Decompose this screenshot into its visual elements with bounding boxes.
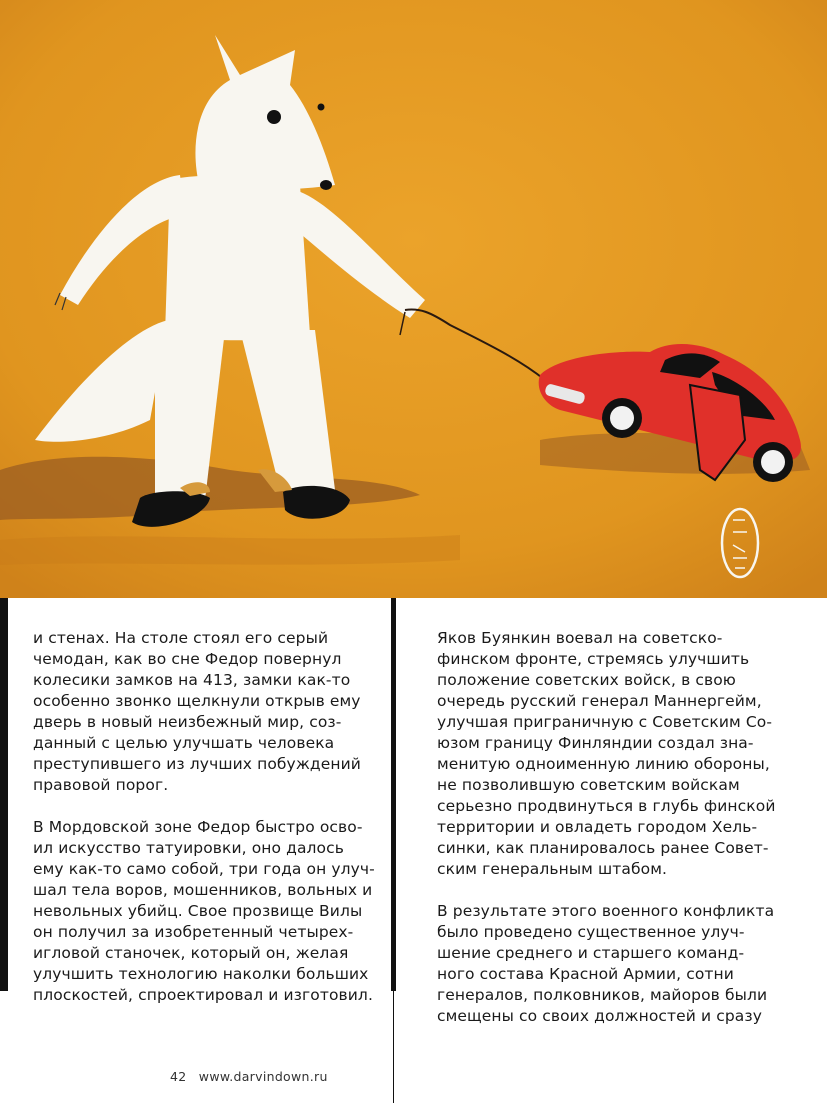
column-divider-thin xyxy=(393,991,394,1103)
right-column xyxy=(437,628,787,1027)
text-line: колесики замков на 413, замки как-то xyxy=(33,671,351,689)
text-line: серьезно продвинуться в глубь финской xyxy=(437,797,776,815)
text-line: плоскостей, спроектировал и изготовил. xyxy=(33,986,373,1004)
text-line: очередь русский генерал Маннергейм, xyxy=(437,692,762,710)
text-line: чемодан, как во сне Федор повернул xyxy=(33,650,342,668)
paragraph xyxy=(437,628,787,880)
left-column xyxy=(33,628,383,1006)
text-line: ему как-то само собой, три года он улуч- xyxy=(33,860,375,878)
fox-eye-left xyxy=(267,110,281,124)
text-line: ного состава Красной Армии, сотни xyxy=(437,965,734,983)
page-number: 42 xyxy=(170,1069,187,1084)
text-line: территории и овладеть городом Хель- xyxy=(437,818,758,836)
text-line: ским генеральным штабом. xyxy=(437,860,668,878)
text-line: улучшая приграничную с Советским Со- xyxy=(437,713,773,731)
text-line: шал тела воров, мошенников, вольных и xyxy=(33,881,373,899)
paragraph xyxy=(33,817,383,1006)
text-line: улучшить технологию наколки больших xyxy=(33,965,369,983)
text-line: менитую одноименную линию обороны, xyxy=(437,755,770,773)
text-line: смещены со своих должностей и сразу xyxy=(437,1007,762,1025)
text-line: синки, как планировалось ранее Совет- xyxy=(437,839,769,857)
text-line: финском фронте, стремясь улучшить xyxy=(437,650,750,668)
fox-body xyxy=(165,175,310,340)
text-line: игловой станочек, который он, желая xyxy=(33,944,349,962)
paragraph xyxy=(437,901,787,1027)
text-line: Яков Буянкин воевал на советско- xyxy=(437,629,723,647)
text-line: генералов, полковников, майоров были xyxy=(437,986,768,1004)
text-line: не позволившую советским войскам xyxy=(437,776,740,794)
fox-nose xyxy=(320,180,332,190)
text-line: В Мордовской зоне Федор быстро осво- xyxy=(33,818,363,836)
text-line: данный с целью улучшать человека xyxy=(33,734,335,752)
text-line: В результате этого военного конфликта xyxy=(437,902,775,920)
text-line: он получил за изобретенный четырех- xyxy=(33,923,354,941)
text-line: особенно звонко щелкнули открыв ему xyxy=(33,692,361,710)
paragraph xyxy=(33,628,383,796)
text-line: шение среднего и старшего команд- xyxy=(437,944,745,962)
page-footer xyxy=(170,1069,336,1084)
text-line: юзом границу Финляндии создал зна- xyxy=(437,734,754,752)
text-line: и стенах. На столе стоял его серый xyxy=(33,629,329,647)
text-line: было проведено существенное улуч- xyxy=(437,923,745,941)
column-divider xyxy=(391,598,396,991)
website-link[interactable]: www.darvindown.ru xyxy=(198,1069,328,1084)
text-line: положение советских войск, в свою xyxy=(437,671,736,689)
left-black-bar xyxy=(0,598,8,991)
fox-eye-right xyxy=(318,104,325,111)
text-line: ил искусство татуировки, оно далось xyxy=(33,839,344,857)
text-line: невольных убийц. Свое прозвище Вилы xyxy=(33,902,363,920)
text-line: правовой порог. xyxy=(33,776,169,794)
text-line: дверь в новый неизбежный мир, соз- xyxy=(33,713,342,731)
text-line: преступившего из лучших побуждений xyxy=(33,755,361,773)
